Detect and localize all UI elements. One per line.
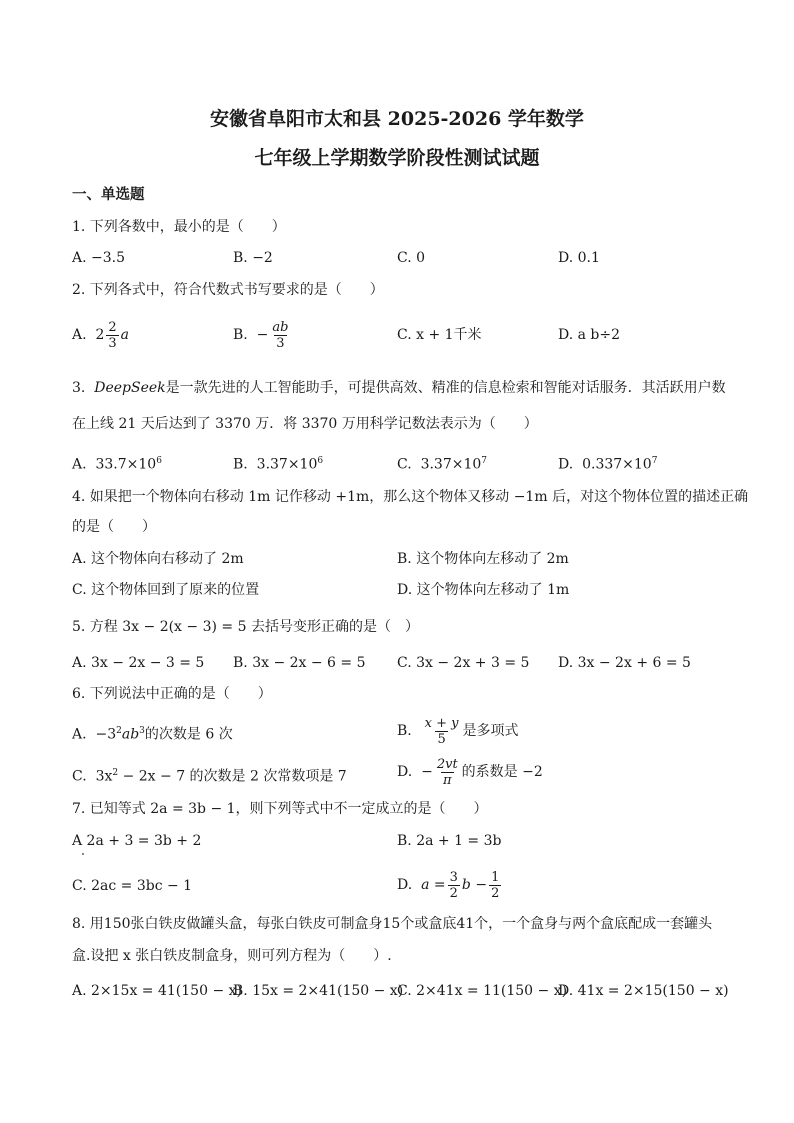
q4-option-b: B. 这个物体向左移动了 2m <box>397 551 569 567</box>
q3-line1-rest: 是一款先进的人工智能助手，可提供高效、精准的信息检索和智能对话服务．其活跃用户数 <box>165 380 726 396</box>
q1-option-a: A. −3.5 <box>72 250 126 266</box>
q6-b-denominator: 5 <box>437 731 446 747</box>
q2-option-a <box>72 318 129 352</box>
q3-option-a <box>72 452 162 474</box>
q7-option-c: C. 2ac = 3bc − 1 <box>72 878 193 894</box>
q7-d-label: D. <box>397 877 413 893</box>
q6-b-fraction <box>423 716 461 747</box>
q7-option-b: B. 2a + 1 = 3b <box>397 833 502 849</box>
q3-d-label: D. <box>558 456 574 473</box>
q5-option-a: A. 3x − 2x − 3 = 5 <box>72 655 205 671</box>
q8-option-c: C. 2×41x = 11(150 − x) <box>397 983 568 999</box>
q6-c-term: 3x <box>95 768 113 785</box>
q7-option-d <box>397 866 503 904</box>
q3-b-label: B. <box>233 456 248 473</box>
q6-option-d <box>397 754 543 790</box>
q5-option-b: B. 3x − 2x − 6 = 5 <box>233 655 366 671</box>
q1-option-d: D. 0.1 <box>558 250 600 266</box>
document-title-line2: 七年级上学期数学阶段性测试试题 <box>254 147 540 169</box>
q6-option-a <box>72 722 233 744</box>
q6-a-label: A. <box>72 726 87 743</box>
q2-a-numerator: 2 <box>108 319 117 335</box>
q7-d-den1: 2 <box>449 885 458 901</box>
q7-d-lhs: a = <box>421 877 446 893</box>
q1-stem: 1. 下列各数中，最小的是（ ） <box>72 219 286 235</box>
q6-d-text: 的系数是 −2 <box>461 764 543 780</box>
q2-a-fraction <box>106 320 118 351</box>
q2-b-sign: − <box>256 327 269 343</box>
q6-b-numerator: x + y <box>424 715 459 731</box>
q3-a-base: 33.7×10 <box>95 456 157 473</box>
section-heading: 一、单选题 <box>72 186 145 203</box>
q1-option-b: B. −2 <box>233 250 273 266</box>
q7-d-fraction2 <box>489 870 501 901</box>
q3-option-b <box>233 452 323 474</box>
q4-line2: 的是（ ） <box>72 519 156 535</box>
q3-d-exponent: 7 <box>651 456 658 466</box>
q7-d-den2: 2 <box>491 885 500 901</box>
q7-d-num2: 1 <box>491 869 500 885</box>
q4-option-d: D. 这个物体向左移动了 1m <box>397 582 570 598</box>
q3-line1: 3. DeepSeek是一款先进的人工智能助手，可提供高效、精准的信息检索和智能对话服务．其活跃用户数 <box>72 380 726 396</box>
q8-line2: 盒.设把 x 张白铁皮制盒身，则可列方程为（ ）. <box>72 948 392 964</box>
q2-a-label: A. <box>72 327 87 343</box>
q5-option-c: C. 3x − 2x + 3 = 5 <box>397 655 530 671</box>
q3-brand: DeepSeek <box>94 380 166 396</box>
speck-mark <box>82 853 84 855</box>
q7-stem: 7. 已知等式 2a = 3b − 1，则下列等式中不一定成立的是（ ） <box>72 801 488 817</box>
q2-option-d: D. a b÷2 <box>558 327 621 343</box>
q6-c-text: − 2x − 7 的次数是 2 次常数项是 7 <box>118 768 347 785</box>
q2-stem: 2. 下列各式中，符合代数式书写要求的是（ ） <box>72 282 384 298</box>
q1-option-c: C. 0 <box>397 250 426 266</box>
q6-c-exp: 2 <box>112 768 119 778</box>
q2-b-numerator: ab <box>272 319 289 335</box>
q6-a-vars: ab <box>121 726 140 743</box>
q6-d-label: D. <box>397 764 413 780</box>
q3-a-label: A. <box>72 456 87 473</box>
q6-b-label: B. <box>397 723 412 739</box>
q6-d-denominator: π <box>442 772 452 788</box>
q3-a-exponent: 6 <box>156 456 162 466</box>
q2-a-mixed-number <box>95 320 129 351</box>
q7-option-a: A 2a + 3 = 3b + 2 <box>72 833 202 849</box>
q6-c-label: C. <box>72 768 87 785</box>
q2-a-variable: a <box>120 327 130 343</box>
q6-a-text: 的次数是 6 次 <box>144 726 233 743</box>
q4-line1: 4. 如果把一个物体向右移动 1m 记作移动 +1m，那么这个物体又移动 −1m 后，对这个物体位置的描述正确 <box>72 489 749 505</box>
q2-b-label: B. <box>233 327 248 343</box>
q2-option-c: C. x + 1千米 <box>397 327 482 343</box>
q3-c-exponent: 7 <box>481 456 488 466</box>
q4-option-c: C. 这个物体回到了原来的位置 <box>72 582 260 598</box>
document-title-line1: 安徽省阜阳市太和县 2025-2026 学年数学 <box>210 108 584 130</box>
q3-b-exponent: 6 <box>317 456 324 466</box>
q4-option-a: A. 这个物体向右移动了 2m <box>72 551 244 567</box>
q8-option-b: B. 15x = 2×41(150 − x) <box>233 983 404 999</box>
q8-option-d: D. 41x = 2×15(150 − x) <box>558 983 729 999</box>
q6-option-c <box>72 764 347 786</box>
q8-line1: 8. 用150张白铁皮做罐头盒，每张白铁皮可制盒身15个或盒底41个，一个盒身与两个盒底配成一套罐头 <box>72 916 713 932</box>
q2-a-whole: 2 <box>95 327 105 343</box>
q6-stem: 6. 下列说法中正确的是（ ） <box>72 686 272 702</box>
q3-d-base: 0.337×10 <box>582 456 652 473</box>
q3-option-c <box>397 452 487 474</box>
q6-b-text: 是多项式 <box>462 723 519 739</box>
q7-d-fraction1 <box>448 870 460 901</box>
q3-option-d <box>558 452 657 474</box>
q3-c-base: 3.37×10 <box>420 456 482 473</box>
q3-b-base: 3.37×10 <box>256 456 318 473</box>
q6-a-exp1: 2 <box>116 726 122 736</box>
q3-line2: 在上线 21 天后达到了 3370 万．将 3370 万用科学记数法表示为（ ） <box>72 416 538 432</box>
q6-d-numerator: 2vt <box>436 756 458 772</box>
q7-d-num1: 3 <box>449 869 458 885</box>
q6-d-fraction <box>435 757 460 788</box>
q6-d-sign: − <box>421 764 433 780</box>
q2-option-b <box>233 318 292 352</box>
q5-stem: 5. 方程 3x − 2(x − 3) = 5 去括号变形正确的是（ ） <box>72 619 419 635</box>
q2-b-denominator: 3 <box>276 335 285 351</box>
q3-c-label: C. <box>397 456 412 473</box>
q6-a-exp2: 3 <box>139 726 145 736</box>
q5-option-d: D. 3x − 2x + 6 = 5 <box>558 655 691 671</box>
q6-a-coef: −3 <box>95 726 117 743</box>
q2-b-fraction <box>270 320 290 351</box>
q2-a-denominator: 3 <box>108 335 117 351</box>
q7-d-mid: b − <box>461 877 488 893</box>
q6-option-b <box>397 713 519 749</box>
q8-option-a: A. 2×15x = 41(150 − x) <box>72 983 242 999</box>
